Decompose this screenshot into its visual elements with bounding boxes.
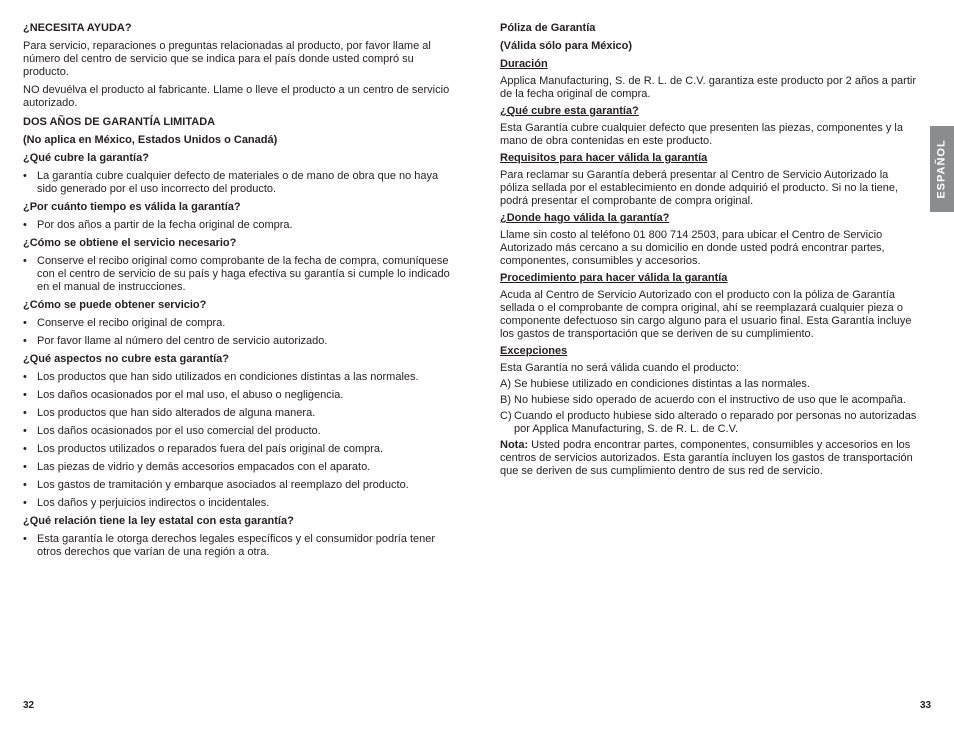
heading-duracion: Duración	[500, 58, 548, 70]
list-item: • Los daños ocasionados por el mal uso, el abuso o negligencia.	[23, 389, 459, 402]
help-paragraph-1: Para servicio, reparaciones o preguntas relacionadas al producto, por favor llame al número del centro de servicio que se indica para el país donde usted compró su producto.	[23, 40, 431, 78]
list-item: • Las piezas de vidrio y demás accesorios empacados con el aparato.	[23, 461, 459, 474]
heading-donde: ¿Donde hago válida la garantía?	[500, 212, 670, 224]
requisitos-paragraph: Para reclamar su Garantía deberá presentar al Centro de Servicio Autorizado la póliza sellada por el establecimiento en donde adquirió el producto. Si no la tiene, podrá presentar el comprobante de compra original.	[500, 169, 899, 207]
question-obtain-service: ¿Cómo se obtiene el servicio necesario?	[23, 237, 237, 249]
heading-not-applicable: (No aplica en México, Estados Unidos o Canadá)	[23, 134, 278, 146]
right-page-column	[500, 0, 920, 478]
list-item: • Conserve el recibo original como comprobante de la fecha de compra, comuníquese con el centro de servicio de su país y haga efectiva su garantía si cumple lo indicado en el manual de instrucciones.	[23, 255, 459, 294]
donde-paragraph: Llame sin costo al teléfono 01 800 714 2503, para ubicar el Centro de Servicio Autorizado más cercano a su domicilio en donde usted podrá encontrar partes, componentes, consumibles y accesorios.	[500, 229, 885, 267]
list-item: • Conserve el recibo original de compra.	[23, 317, 459, 330]
exception-item	[500, 410, 920, 436]
list-item: • Los productos que han sido utilizados en condiciones distintas a las normales.	[23, 371, 459, 384]
exception-item	[500, 394, 920, 407]
how-list	[23, 317, 459, 348]
exception-item	[500, 378, 920, 391]
exception-label: C)	[500, 410, 512, 422]
list-item: • Esta garantía le otorga derechos legales específicos y el consumidor podría tener otros derechos que varían de una región a otra.	[23, 533, 459, 559]
exception-label: B)	[500, 394, 511, 406]
heading-procedimiento: Procedimiento para hacer válida la garantía	[500, 272, 728, 284]
question-what-covers: ¿Qué cubre la garantía?	[23, 152, 149, 164]
heading-limited-warranty: DOS AÑOS DE GARANTÍA LIMITADA	[23, 116, 216, 128]
list-item: • La garantía cubre cualquier defecto de materiales o de mano de obra que no haya sido generado por el uso incorrecto del producto.	[23, 170, 459, 196]
covers-list	[23, 170, 459, 196]
que-cubre-paragraph: Esta Garantía cubre cualquier defecto que presenten las piezas, componentes y la mano de obra contenidas en este producto.	[500, 122, 903, 147]
help-paragraph-2: NO devuélva el producto al fabricante. Llame o lleve el producto a un centro de servicio autorizado.	[23, 84, 450, 109]
list-item: • Los daños ocasionados por el uso comercial del producto.	[23, 425, 459, 438]
obtain-list	[23, 255, 459, 294]
heading-poliza: Póliza de Garantía	[500, 22, 596, 34]
page-number-right: 33	[920, 700, 932, 711]
excepciones-paragraph: Esta Garantía no será válida cuando el producto:	[500, 362, 740, 374]
nota-text: Usted podra encontrar partes, componentes, consumibles y accesorios en los centros de servicios autorizados. Esta garantía incluyen los gastos de transportación que se deriven de sus cumplimiento dentro de sus red de servicio.	[500, 439, 913, 477]
exception-text: Se hubiese utilizado en condiciones distintas a las normales.	[514, 378, 810, 390]
exception-label: A)	[500, 378, 511, 390]
question-how-service: ¿Cómo se puede obtener servicio?	[23, 299, 207, 311]
list-item: • Por favor llame al número del centro de servicio autorizado.	[23, 335, 459, 348]
duration-list	[23, 219, 459, 232]
list-item: • Los daños y perjuicios indirectos o incidentales.	[23, 497, 459, 510]
heading-que-cubre: ¿Qué cubre esta garantía?	[500, 105, 639, 117]
heading-valid-mexico: (Válida sólo para México)	[500, 40, 633, 52]
question-duration: ¿Por cuánto tiempo es válida la garantía?	[23, 201, 241, 213]
left-page-column	[23, 0, 459, 559]
law-list	[23, 533, 459, 559]
duracion-paragraph: Applica Manufacturing, S. de R. L. de C.V. garantiza este producto por 2 años a partir de la fecha original de compra.	[500, 75, 917, 100]
nota-paragraph	[500, 439, 920, 478]
list-item: • Los productos que han sido alterados de alguna manera.	[23, 407, 459, 420]
heading-excepciones: Excepciones	[500, 345, 568, 357]
language-tab-label: ESPAÑOL	[936, 139, 949, 199]
not-covered-list	[23, 371, 459, 510]
exception-text: No hubiese sido operado de acuerdo con el instructivo de uso que le acompaña.	[514, 394, 906, 406]
page-number-left: 32	[23, 700, 35, 711]
list-item: • Los gastos de tramitación y embarque asociados al reemplazo del producto.	[23, 479, 459, 492]
nota-label: Nota:	[500, 439, 529, 451]
exception-text: Cuando el producto hubiese sido alterado o reparado por personas no autorizadas por Applica Manufacturing, S. de R. L. de C.V.	[514, 410, 917, 435]
list-item: • Los productos utilizados o reparados fuera del país original de compra.	[23, 443, 459, 456]
language-tab	[930, 126, 954, 212]
heading-help: ¿NECESITA AYUDA?	[23, 22, 132, 34]
list-item: • Por dos años a partir de la fecha original de compra.	[23, 219, 459, 232]
procedimiento-paragraph: Acuda al Centro de Servicio Autorizado con el producto con la póliza de Garantía sellada o el comprobante de compra original, ahí se reemplazará cualquier pieza o componente defectuoso sin cargo alguno para el usuario final. Esta Garantía incluye los gastos de transportación que se deriven de su cumplimiento.	[500, 289, 912, 340]
question-state-law: ¿Qué relación tiene la ley estatal con esta garantía?	[23, 515, 294, 527]
heading-requisitos: Requisitos para hacer válida la garantía	[500, 152, 708, 164]
exceptions-list	[500, 378, 920, 436]
question-not-covered: ¿Qué aspectos no cubre esta garantía?	[23, 353, 230, 365]
